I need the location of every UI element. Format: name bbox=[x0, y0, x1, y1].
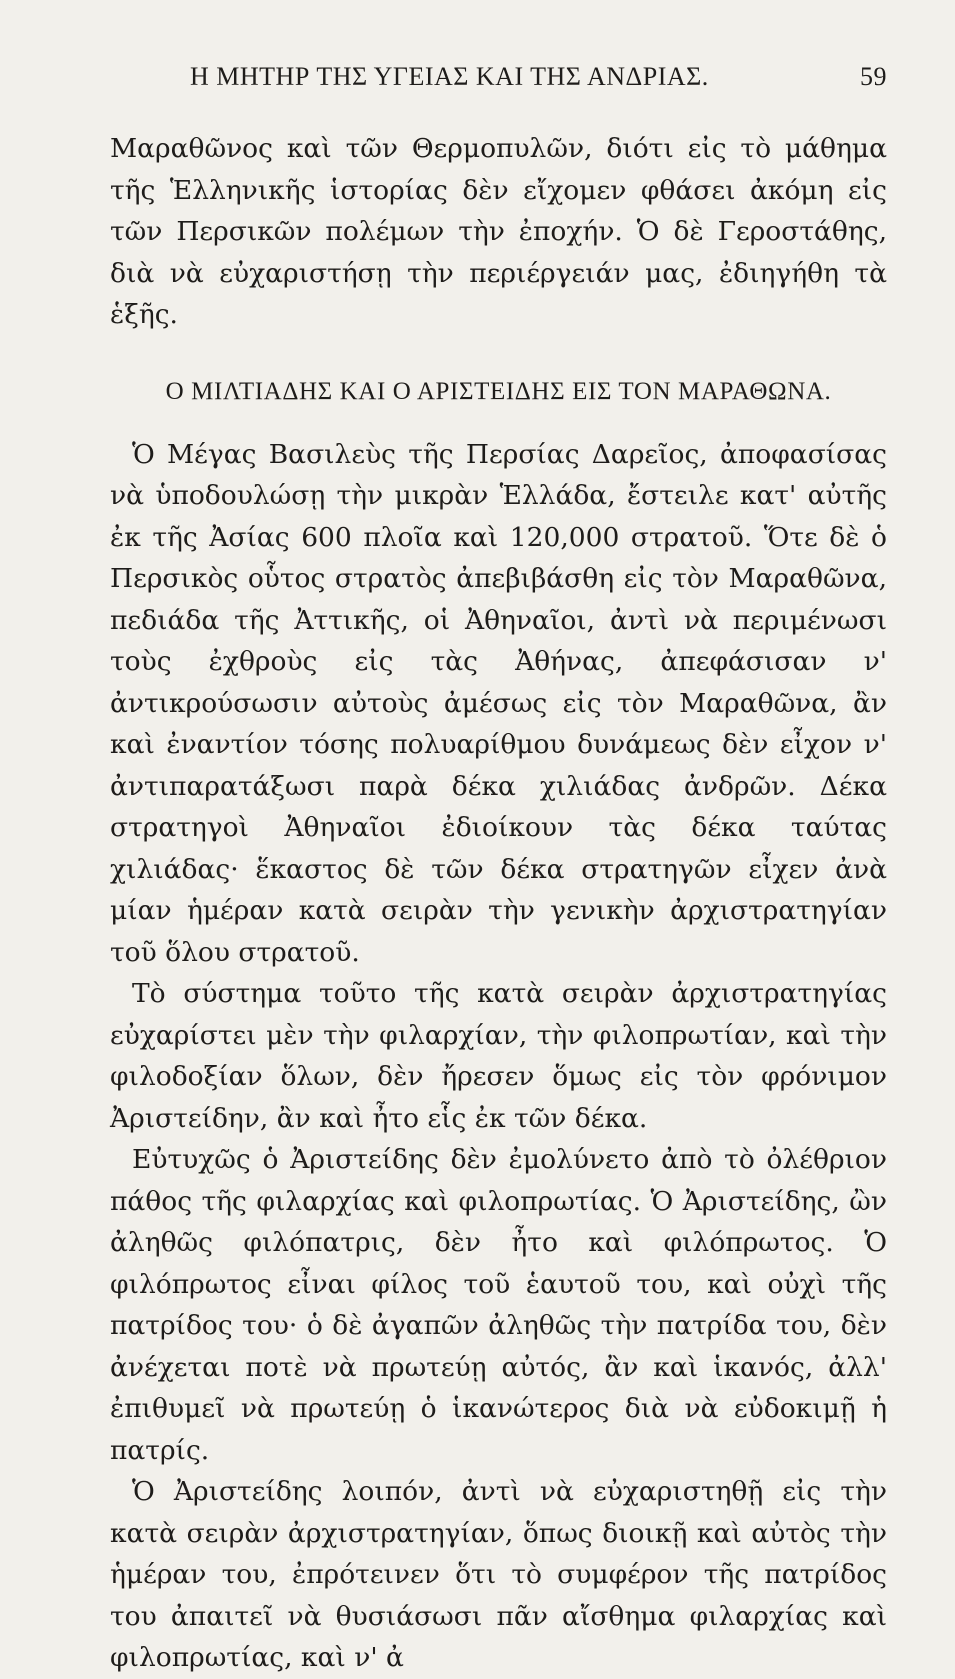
body-paragraph-1: Ὁ Μέγας Βασιλεὺς τῆς Περσίας Δαρεῖος, ἀποφασίσας νὰ ὑποδουλώσῃ τὴν μικρὰν Ἑλλάδα, ἔστειλε κατ' αὐτῆς ἐκ τῆς Ἀσίας 600 πλοῖα καὶ 120,000 στρατοῦ. Ὅτε δὲ ὁ Περσικὸς οὗτος στρατὸς ἀπεβιβάσθη εἰς τὸν Μαραθῶνα, πεδιάδα τῆς Ἀττικῆς, οἱ Ἀθηναῖοι, ἀντὶ νὰ περιμένωσι τοὺς ἐχθροὺς εἰς τὰς Ἀθήνας, ἀπεφάσισαν ν' ἀντικρούσωσιν αὐτοὺς ἀμέσως εἰς τὸν Μαραθῶνα, ἂν καὶ ἐναντίον τόσης πολυαρίθμου δυνάμεως δὲν εἶχον ν' ἀντιπαρατάξωσι παρὰ δέκα χιλιάδας ἀνδρῶν. Δέκα στρατηγοὶ Ἀθηναῖοι ἐδιοίκουν τὰς δέκα ταύτας χιλιάδας· ἕκαστος δὲ τῶν δέκα στρατηγῶν εἶχεν ἀνὰ μίαν ἡμέραν κατὰ σειρὰν τὴν γενικὴν ἀρχιστρατηγίαν τοῦ ὅλου στρατοῦ. bbox=[110, 438, 887, 968]
running-head bbox=[190, 62, 887, 92]
body-paragraph-3: Εὐτυχῶς ὁ Ἀριστείδης δὲν ἐμολύνετο ἀπὸ τὸ ὀλέθριον πάθος τῆς φιλαρχίας καὶ φιλοπρωτίας. Ὁ Ἀριστείδης, ὢν ἀληθῶς φιλόπατρις, δὲν ἦτο καὶ φιλόπρωτος. Ὁ φιλόπρωτος εἶναι φίλος τοῦ ἑαυτοῦ του, καὶ οὐχὶ τῆς πατρίδος του· ὁ δὲ ἀγαπῶν ἀληθῶς τὴν πατρίδα του, δὲν ἀνέχεται ποτὲ νὰ πρωτεύῃ αὐτός, ἂν καὶ ἱκανός, ἀλλ' ἐπιθυμεῖ νὰ πρωτεύῃ ὁ ἱκανώτερος διὰ νὰ εὐδοκιμῇ ἡ πατρίς. bbox=[110, 1144, 887, 1466]
section-heading: Ο ΜΙΛΤΙΑΔΗΣ ΚΑΙ Ο ΑΡΙΣΤΕΙΔΗΣ ΕΙΣ ΤΟΝ ΜΑΡΑΘΩΝΑ. bbox=[165, 377, 832, 405]
body-paragraph-4: Ὁ Ἀριστείδης λοιπόν, ἀντὶ νὰ εὐχαριστηθῇ εἰς τὴν κατὰ σειρὰν ἀρχιστρατηγίαν, ὅπως διοικῇ καὶ αὐτὸς τὴν ἡμέραν του, ἐπρότεινεν ὅτι τὸ συμφέρον τῆς πατρίδος του ἀπαιτεῖ νὰ θυσιάσωσι πᾶν αἴσθημα φιλαρχίας καὶ φιλοπρωτίας, καὶ ν' ἀ bbox=[110, 1476, 887, 1673]
body-paragraph-2: Τὸ σύστημα τοῦτο τῆς κατὰ σειρὰν ἀρχιστρατηγίας εὐχαρίστει μὲν τὴν φιλαρχίαν, τὴν φιλοπρωτίαν, καὶ τὴν φιλοδοξίαν ὅλων, δὲν ἤρεσεν ὅμως εἰς τὸν φρόνιμον Ἀριστείδην, ἂν καὶ ἦτο εἷς ἐκ τῶν δέκα. bbox=[110, 978, 887, 1134]
page-number: 59 bbox=[860, 62, 887, 91]
running-title: Η ΜΗΤΗΡ ΤΗΣ ΥΓΕΙΑΣ ΚΑΙ ΤΗΣ ΑΝΔΡΙΑΣ. bbox=[190, 62, 709, 91]
intro-paragraph: Μαραθῶνος καὶ τῶν Θερμοπυλῶν, διότι εἰς τὸ μάθημα τῆς Ἑλληνικῆς ἱστορίας δὲν εἴχομεν φθάσει ἀκόμη εἰς τῶν Περσικῶν πολέμων τὴν ἐποχήν. Ὁ δὲ Γεροστάθης, διὰ νὰ εὐχαριστήσῃ τὴν περιέργειάν μας, ἐδιηγήθη τὰ ἑξῆς. bbox=[110, 133, 887, 330]
